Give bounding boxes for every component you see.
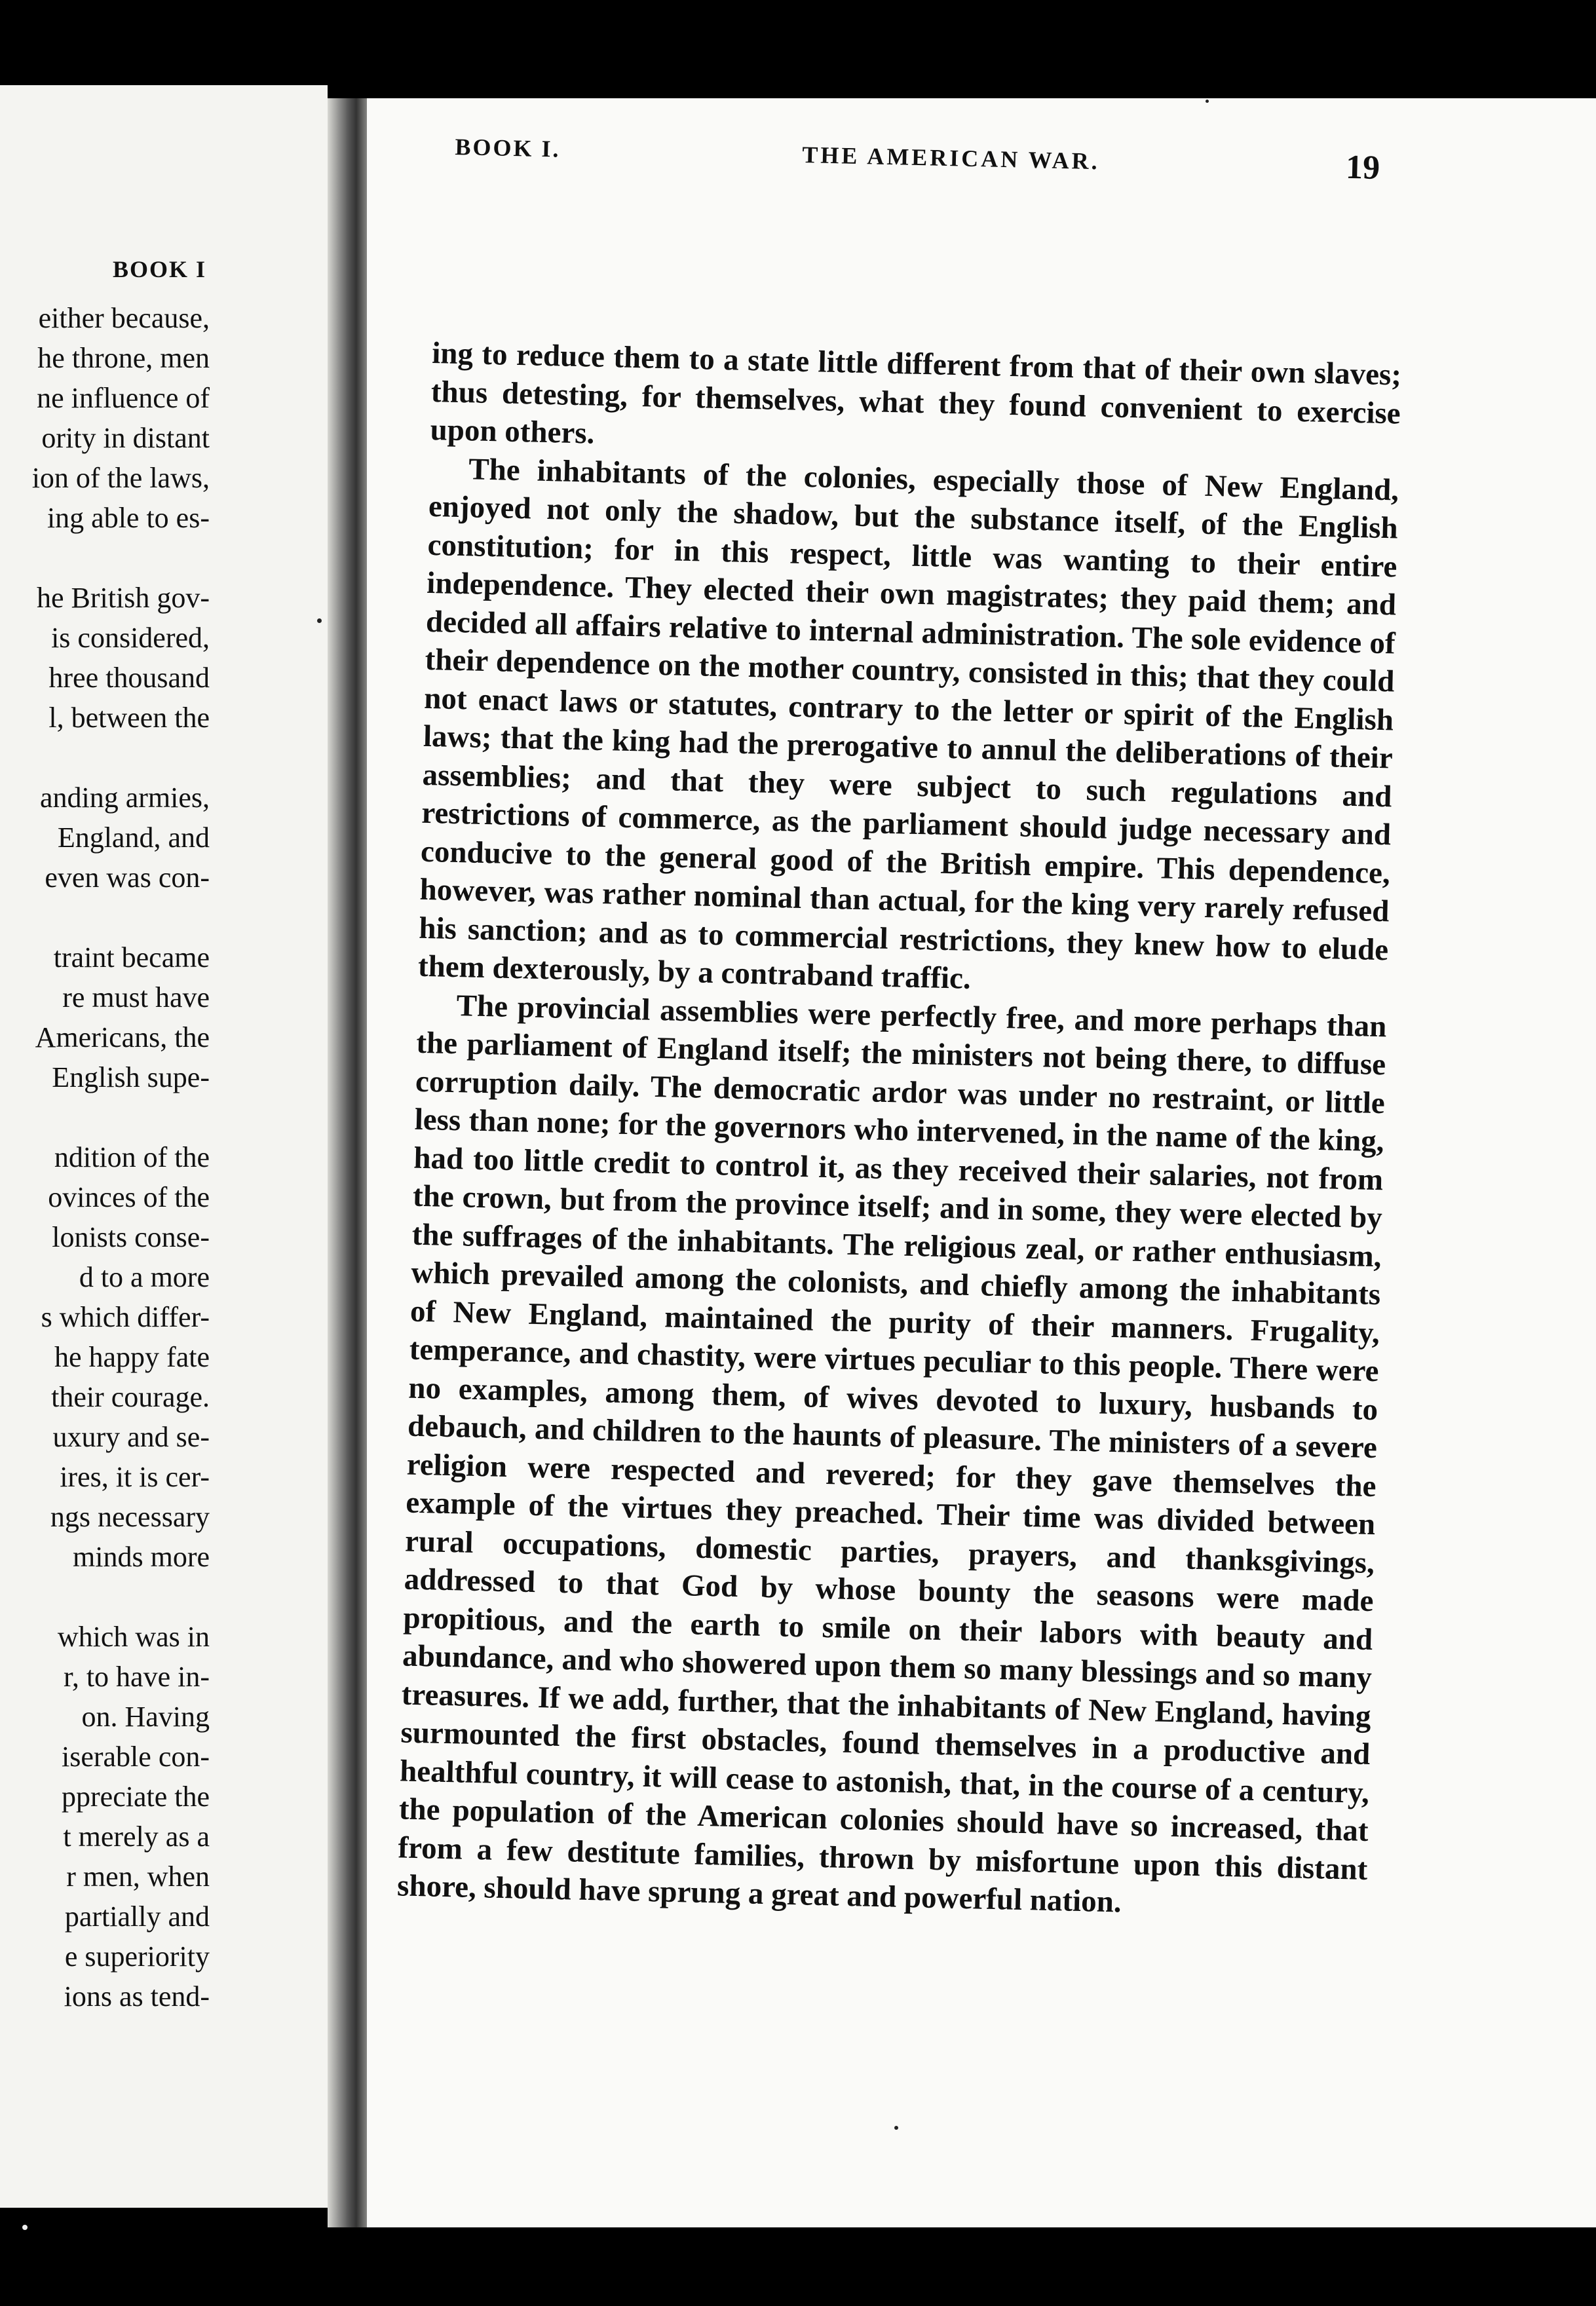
left-page-line: r, to have in- (63, 1661, 210, 1693)
left-page-line: even was con- (45, 861, 210, 894)
left-page-line: English supe- (52, 1061, 210, 1093)
left-page-line (0, 738, 210, 778)
left-page-line: ires, it is cer- (60, 1461, 210, 1493)
left-page-line: minds more (73, 1541, 210, 1573)
left-page-line: ority in distant (41, 422, 210, 454)
left-page-line: ovinces of the (48, 1181, 210, 1213)
left-page-text (0, 298, 210, 2016)
left-page-line: ing able to es- (47, 502, 210, 534)
left-page-line: r men, when (66, 1861, 210, 1893)
left-page-line: he throne, men (37, 342, 210, 374)
left-page-line: anding armies, (39, 782, 210, 814)
left-running-head: BOOK I (113, 256, 207, 282)
left-page-line: ion of the laws, (31, 462, 210, 494)
left-page-line: l, between the (48, 702, 210, 734)
left-page-line: is considered, (51, 622, 210, 654)
scan-speck (22, 2225, 28, 2230)
left-page-fragment (0, 85, 328, 2208)
paragraph-continuation: ing to reduce them to a state little different from that of their own slaves; thus detesting, for themselves, what they found convenient to exercise upon others. (430, 335, 1402, 451)
left-page-line: t merely as a (63, 1821, 210, 1853)
left-page-line (0, 1097, 210, 1137)
left-page-line: ne influence of (37, 382, 210, 414)
left-page-line: lonists conse- (52, 1221, 210, 1253)
left-page-line (0, 898, 210, 937)
left-page-line: re must have (62, 981, 210, 1013)
left-page-line: partially and (64, 1900, 210, 1933)
scan-speck (1206, 100, 1209, 103)
left-page-line: he British gov- (37, 582, 210, 614)
scan-speck (894, 2126, 898, 2130)
left-page-line: ppreciate the (62, 1781, 210, 1813)
left-page-line: Americans, the (35, 1021, 210, 1053)
page-number: 19 (1345, 148, 1380, 187)
left-page-line: e superiority (64, 1940, 210, 1973)
left-page-line: iserable con- (62, 1741, 210, 1773)
left-page-line: he happy fate (54, 1341, 210, 1373)
left-page-line: on. Having (81, 1701, 210, 1733)
main-body-text (397, 334, 1402, 1927)
left-page-line: which was in (57, 1621, 210, 1653)
left-page-line (0, 1577, 210, 1617)
left-page-line: either because, (38, 302, 210, 334)
left-page-line: d to a more (79, 1261, 210, 1293)
left-page-line: ndition of the (54, 1141, 210, 1173)
paragraph-assemblies: The provincial assemblies were perfectly free, and more perhaps than the parliament of England itself; the ministers not being there, to diffuse corruption daily. The democratic ardor was under no restraint, or little less than none; for the governors who intervened, in the name of the king, had too little credit to control it, as they received their salaries, not from the crown, but from the province itself; and in some, they were elected by the suffrages of the inhabitants. The religious zeal, or rather enthusiasm, which prevailed among the colonists, and chiefly among the inhabitants of New England, maintained the purity of their manners. Frugality, temperance, and chastity, were virtues peculiar to this people. There were no examples, among them, of wives devoted to luxury, husbands to debauch, and children to the haunts of pleasure. The ministers of a severe religion were respected and revered; for they gave themselves the example of the virtues they preached. Their time was divided between rural occupations, domestic parties, prayers, and thanksgivings, addressed to that God by whose bounty the seasons were made propitious, and the earth to smile on their labors with beauty and abundance, and who showered upon them so many blessings and so many treasures. If we add, further, that the inhabitants of New England, having surmounted the first obstacles, found themselves in a productive and healthful country, it will cease to astonish, that, in the course of a century, the population of the American colonies should have so increased, that from a few destitute families, thrown by misfortune upon this distant shore, should have sprung a great and powerful nation. (396, 988, 1387, 1919)
left-page-line: s which differ- (41, 1301, 210, 1333)
left-page-line (0, 538, 210, 578)
paragraph-colonies: The inhabitants of the colonies, especially those of New England, enjoyed not only the shadow, but the substance itself, of the English constitution; for in this respect, little was wanting to their entire independence. They elected their own magistrates; they paid them; and decided all affairs relative to internal administration. The sole evidence of their dependence on the mother country, consisted in this; that they could not enact laws or statutes, contrary to the letter or spirit of the English laws; that the king had the prerogative to annul the deliberations of their assemblies; and that they were subject to such regulations and restrictions of commerce, as the parliament should judge necessary and conducive to the general good of the British empire. This dependence, however, was rather nominal than actual, for the king very rarely refused his sanction; and as to commercial restrictions, they knew how to elude them dexterously, by a contraband traffic. (417, 451, 1399, 996)
left-page-line: uxury and se- (52, 1421, 210, 1453)
running-head-book: BOOK I. (455, 133, 561, 162)
left-page-line: ions as tend- (64, 1980, 210, 2013)
scan-speck (317, 618, 322, 623)
left-page-line: ngs necessary (50, 1501, 210, 1533)
left-page-line: traint became (53, 941, 210, 973)
left-page-line: England, and (57, 822, 210, 854)
left-page-line: their courage. (51, 1381, 210, 1413)
left-page-line: hree thousand (48, 662, 210, 694)
running-head-title: THE AMERICAN WAR. (801, 141, 1101, 175)
